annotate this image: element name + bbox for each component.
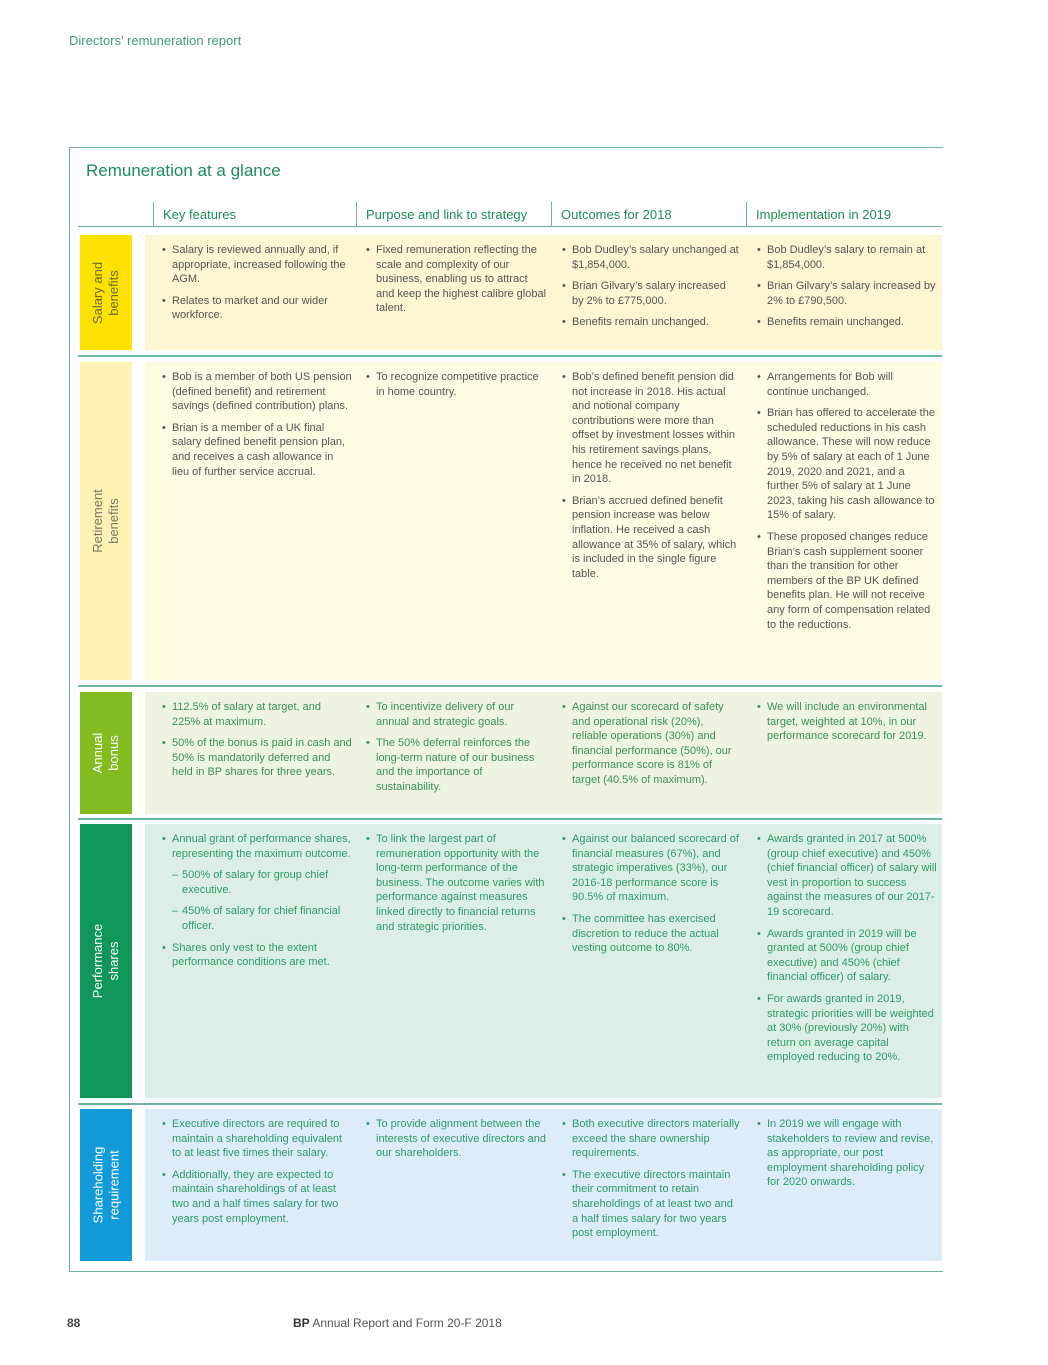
section-divider xyxy=(78,1103,942,1105)
panel-title: Remuneration at a glance xyxy=(86,161,281,180)
section-label-line: Salary and xyxy=(90,261,105,324)
purpose-cell xyxy=(366,1117,546,1168)
section-label-line: shares xyxy=(106,941,122,981)
footer-report-title: Annual Report and Form 20-F 2018 xyxy=(312,1316,502,1330)
bullet-item: • Brian is a member of a UK final salary defined benefit pension plan, and receives a cash allowance in lieu of further service accrual. xyxy=(162,421,352,479)
section-divider xyxy=(78,818,942,820)
bullet-item: • To incentivize delivery of our annual and strategic goals. xyxy=(366,700,546,729)
key-features-cell xyxy=(162,370,352,486)
section-shareholding-requirement xyxy=(78,1109,942,1261)
purpose-cell xyxy=(366,832,546,941)
section-label-bar xyxy=(80,692,132,814)
section-label xyxy=(90,1147,122,1224)
bullet-item: • Salary is reviewed annually and, if appropriate, increased following the AGM. xyxy=(162,243,352,287)
bullet-item: • Additionally, they are expected to maintain shareholdings of at least two and a half times salary for two years post employment. xyxy=(162,1168,352,1226)
bullet-item: • To link the largest part of remuneration opportunity with the long-term performance of the business. The outcome varies with performance against measures linked directly to financial returns and strategic priorities. xyxy=(366,832,546,934)
key-features-cell xyxy=(162,700,352,787)
bullet-item: • Bob Dudley’s salary unchanged at $1,854,000. xyxy=(562,243,740,272)
bullet-item: • We will include an environmental target, weighted at 10%, in our performance scorecard for 2019. xyxy=(757,700,937,744)
bullet-item: • To recognize competitive practice in home country. xyxy=(366,370,546,399)
section-label xyxy=(90,733,122,773)
bullet-item: • Fixed remuneration reflecting the scale and complexity of our business, enabling us to attract and keep the highest calibre global talent. xyxy=(366,243,546,316)
section-label-line: Performance xyxy=(90,923,106,999)
bullet-item: • Executive directors are required to maintain a shareholding equivalent to at least five times their salary. xyxy=(162,1117,352,1161)
implementation-cell xyxy=(757,832,937,1072)
footer-brand: BP xyxy=(293,1316,310,1330)
implementation-cell xyxy=(757,370,937,639)
outcomes-cell xyxy=(562,1117,740,1248)
section-label xyxy=(90,489,122,553)
bullet-item: • Brian has offered to accelerate the scheduled reductions in his cash allowance. These will now reduce by 5% of salary at each of 1 June 2019, 2020 and 2021, and a further 5% of salary at 1 June 2023, taking his cash allowance to 15% of salary. xyxy=(757,406,937,523)
bullet-item: • Benefits remain unchanged. xyxy=(562,315,740,330)
bullet-item: • The 50% deferral reinforces the long-term nature of our business and the importance of sustainability. xyxy=(366,736,546,794)
section-divider xyxy=(78,355,942,357)
section-label-line: requirement xyxy=(106,1150,121,1220)
bullet-item: • Benefits remain unchanged. xyxy=(757,315,937,330)
section-annual-bonus xyxy=(78,692,942,814)
column-header-purpose: Purpose and link to strategy xyxy=(356,202,527,227)
section-label xyxy=(90,261,122,323)
bullet-item: • Awards granted in 2019 will be granted at 500% (group chief executive) and 450% (chief financial officer) of salary. xyxy=(757,927,937,985)
bullet-item: • To provide alignment between the interests of executive directors and our shareholders. xyxy=(366,1117,546,1161)
purpose-cell xyxy=(366,243,546,323)
column-headers xyxy=(78,202,942,227)
bullet-item: • 112.5% of salary at target, and 225% at maximum. xyxy=(162,700,352,729)
section-label-line: Shareholding xyxy=(90,1146,105,1224)
implementation-cell xyxy=(757,1117,937,1197)
section-label-line: benefits xyxy=(106,269,121,316)
section-label-bar xyxy=(80,1109,132,1261)
outcomes-cell xyxy=(562,832,740,963)
running-head: Directors’ remuneration report xyxy=(69,33,242,48)
bullet-item: • Annual grant of performance shares, representing the maximum outcome. xyxy=(162,832,352,861)
bullet-item: • Bob Dudley’s salary to remain at $1,854,000. xyxy=(757,243,937,272)
sub-bullet-item: – 500% of salary for group chief executive. xyxy=(162,868,352,897)
key-features-cell xyxy=(162,243,352,330)
column-header-outcomes: Outcomes for 2018 xyxy=(551,202,672,227)
bullet-item: • Against our scorecard of safety and operational risk (20%), reliable operations (30%) and financial performance (50%), our performance score is 81% of target (40.5% of maximum). xyxy=(562,700,740,788)
bullet-item: • Shares only vest to the extent performance conditions are met. xyxy=(162,941,352,970)
bullet-item: • Brian Gilvary’s salary increased by 2% to £790,500. xyxy=(757,279,937,308)
footer-title xyxy=(293,1316,502,1330)
key-features-cell xyxy=(162,832,352,977)
page-number: 88 xyxy=(67,1316,81,1330)
bullet-item: • Relates to market and our wider workforce. xyxy=(162,294,352,323)
bullet-item: • The executive directors maintain their commitment to retain shareholdings of at least two and a half times salary for two years post employment. xyxy=(562,1168,740,1241)
section-label-line: Retirement xyxy=(90,489,106,553)
section-label-line: benefits xyxy=(106,498,122,544)
section-label-bar xyxy=(80,362,132,680)
section-label-bar xyxy=(80,824,132,1098)
bullet-item: • In 2019 we will engage with stakeholders to review and revise, as appropriate, our post employment shareholding policy for 2020 onwards. xyxy=(757,1117,937,1190)
bullet-item: • Brian Gilvary’s salary increased by 2% to £775,000. xyxy=(562,279,740,308)
purpose-cell xyxy=(366,700,546,802)
bullet-item: • Awards granted in 2017 at 500% (group chief executive) and 450% (chief financial officer) of salary will vest in proportion to success against the measures of our 2017-19 scorecard. xyxy=(757,832,937,920)
section-divider xyxy=(78,685,942,687)
section-label xyxy=(90,924,122,998)
section-retirement-benefits xyxy=(78,362,942,680)
implementation-cell xyxy=(757,700,937,751)
bullet-item: • Bob’s defined benefit pension did not increase in 2018. His actual and notional company contributions were more than offset by investment losses within his retirement savings plans, hence he received no net benefit in 2018. xyxy=(562,370,740,487)
bullet-item: • Against our balanced scorecard of financial measures (67%), and strategic imperatives (33%), our 2016-18 performance score is 90.5% of maximum. xyxy=(562,832,740,905)
bullet-item: • The committee has exercised discretion to reduce the actual vesting outcome to 80%. xyxy=(562,912,740,956)
sub-bullet-item: – 450% of salary for chief financial officer. xyxy=(162,904,352,933)
bullet-item: • Bob is a member of both US pension (defined benefit) and retirement savings (defined contribution) plans. xyxy=(162,370,352,414)
section-salary-and-benefits xyxy=(78,235,942,350)
implementation-cell xyxy=(757,243,937,337)
outcomes-cell xyxy=(562,700,740,795)
bullet-item: • Brian’s accrued defined benefit pension increase was below inflation. He received a cash allowance at 35% of salary, which is included in the single figure table. xyxy=(562,494,740,582)
bullet-item: • 50% of the bonus is paid in cash and 50% is mandatorily deferred and held in BP shares for three years. xyxy=(162,736,352,780)
purpose-cell xyxy=(366,370,546,406)
outcomes-cell xyxy=(562,370,740,588)
column-header-implementation: Implementation in 2019 xyxy=(746,202,891,227)
bullet-item: • For awards granted in 2019, strategic priorities will be weighted at 30% (previously 20%) with return on average capital employed reducing to 20%. xyxy=(757,992,937,1065)
bullet-item: • Both executive directors materially exceed the share ownership requirements. xyxy=(562,1117,740,1161)
section-label-bar xyxy=(80,235,132,350)
bullet-item: • Arrangements for Bob will continue unchanged. xyxy=(757,370,937,399)
section-label-line: Annual xyxy=(89,732,105,774)
section-label-line: bonus xyxy=(105,735,121,771)
key-features-cell xyxy=(162,1117,352,1233)
column-header-key-features: Key features xyxy=(153,202,236,227)
outcomes-cell xyxy=(562,243,740,337)
bullet-item: • These proposed changes reduce Brian’s cash supplement sooner than the transition for other members of the BP UK defined benefits plan. He will not receive any form of compensation related to the reductions. xyxy=(757,530,937,632)
section-performance-shares xyxy=(78,824,942,1098)
